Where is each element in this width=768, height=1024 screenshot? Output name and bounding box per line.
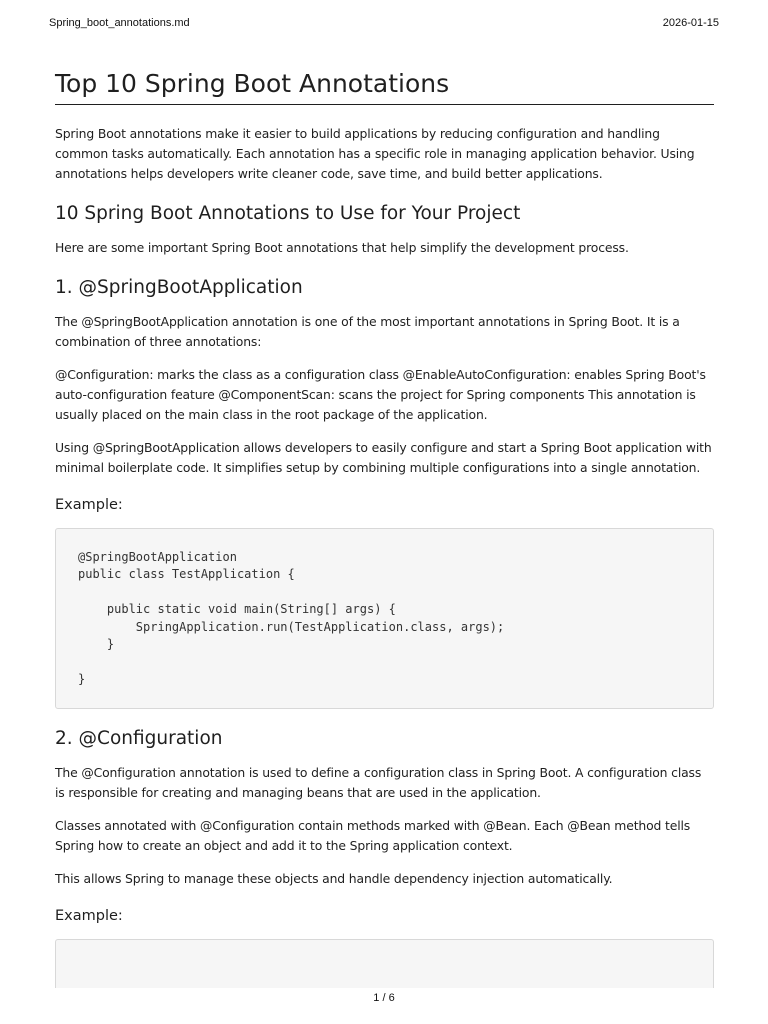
paragraph: Classes annotated with @Configuration contain methods marked with @Bean. Each @Bean method tells Spring how to create an object and add it to the Spring application context. bbox=[55, 818, 691, 854]
print-date: 2026-01-15 bbox=[662, 17, 719, 29]
section-heading: 10 Spring Boot Annotations to Use for Your Project bbox=[55, 203, 521, 224]
section-paragraph: Here are some important Spring Boot annotations that help simplify the development process. bbox=[55, 240, 629, 255]
heading-springbootapplication: 1. @SpringBootApplication bbox=[55, 277, 303, 298]
paragraph: The @SpringBootApplication annotation is one of the most important annotations in Spring Boot. It is a combination of three annotations: bbox=[55, 314, 680, 349]
paragraph: This allows Spring to manage these objects and handle dependency injection automatically. bbox=[55, 871, 613, 887]
paragraph: The @Configuration annotation is used to define a configuration class in Spring Boot. A configuration class is responsible for creating and managing beans that are used in the application. bbox=[55, 765, 702, 801]
page-header bbox=[49, 17, 719, 31]
document-body bbox=[55, 68, 714, 1000]
page-title: Top 10 Spring Boot Annotations bbox=[55, 68, 714, 105]
example-label: Example: bbox=[55, 497, 123, 513]
page-counter: 1 / 6 bbox=[373, 992, 395, 1004]
file-name: Spring_boot_annotations.md bbox=[49, 17, 190, 29]
paragraph: Using @SpringBootApplication allows developers to easily configure and start a Spring Boot application with minimal boilerplate code. It simplifies setup by combining multiple configurations into a single annotation. bbox=[55, 440, 712, 475]
paragraph: @Configuration: marks the class as a configuration class @EnableAutoConfiguration: enables Spring Boot's auto-configuration feature @ComponentScan: scans the project for Spring components This annotation is usually placed on the main class in the root package of the application. bbox=[55, 367, 706, 422]
intro-paragraph: Spring Boot annotations make it easier to build applications by reducing configuration and handling common tasks automatically. Each annotation has a specific role in managing application behavior. Using annotations helps developers write cleaner code, save time, and build better applications. bbox=[55, 126, 695, 181]
code-block: @SpringBootApplication public class TestApplication { public static void main(String[] args) { SpringApplication.run(TestApplication.class, args); } } bbox=[55, 528, 714, 709]
example-label: Example: bbox=[55, 908, 123, 925]
heading-configuration: 2. @Configuration bbox=[55, 728, 223, 750]
